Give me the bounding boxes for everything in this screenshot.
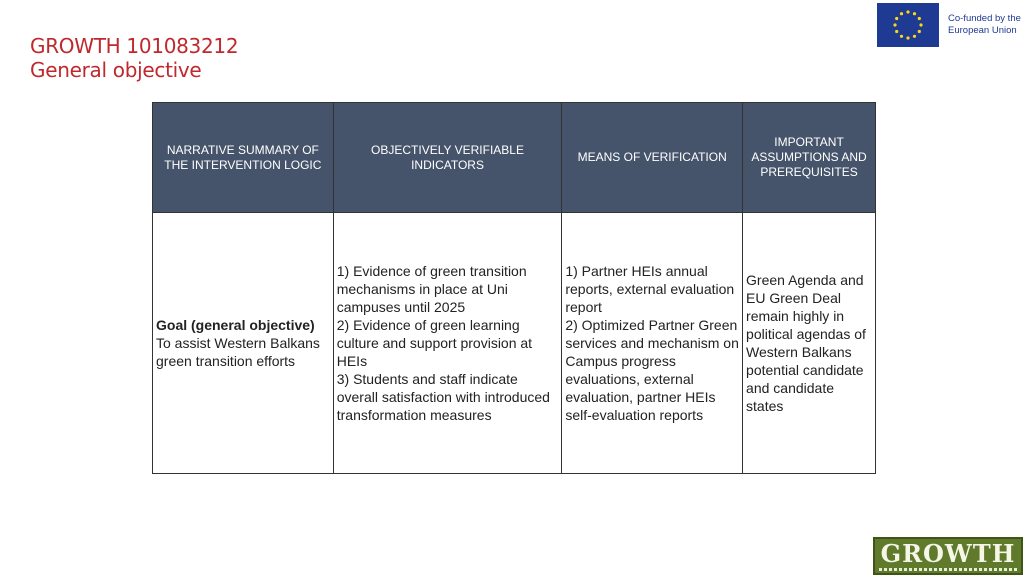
eu-flag-icon bbox=[877, 3, 939, 47]
verification-item: 2) Optimized Partner Green services and mechanism on Campus progress evaluations, external evaluation, partner HEIs self-evaluation reports bbox=[565, 317, 739, 423]
growth-logo-text: GROWTH bbox=[880, 539, 1016, 568]
table-header-row bbox=[153, 103, 876, 213]
eu-badge-line2: European Union bbox=[948, 25, 1017, 36]
goal-cell bbox=[153, 213, 334, 474]
eu-badge-text bbox=[948, 13, 1021, 37]
header-narrative-summary: NARRATIVE SUMMARY OF THE INTERVENTION LOGIC bbox=[153, 103, 334, 213]
header-assumptions: IMPORTANT ASSUMPTIONS AND PREREQUISITES bbox=[743, 103, 876, 213]
goal-label: Goal (general objective) bbox=[156, 317, 315, 333]
growth-logo bbox=[873, 537, 1023, 575]
eu-badge-line1: Co-funded by the bbox=[948, 13, 1021, 24]
title-block bbox=[30, 34, 238, 82]
indicator-item: 1) Evidence of green transition mechanisms in place at Uni campuses until 2025 bbox=[336, 263, 527, 315]
assumptions-cell: Green Agenda and EU Green Deal remain highly in political agendas of Western Balkans potential candidate and candidate states bbox=[743, 213, 876, 474]
goal-text: To assist Western Balkans green transition efforts bbox=[156, 335, 320, 369]
indicator-item: 2) Evidence of green learning culture and support provision at HEIs bbox=[336, 317, 533, 369]
indicators-cell bbox=[333, 213, 562, 474]
header-indicators: OBJECTIVELY VERIFIABLE INDICATORS bbox=[333, 103, 562, 213]
verification-cell bbox=[562, 213, 743, 474]
verification-item: 1) Partner HEIs annual reports, external evaluation report bbox=[565, 263, 735, 315]
page-title: General objective bbox=[30, 58, 202, 82]
header-means-of-verification: MEANS OF VERIFICATION bbox=[562, 103, 743, 213]
growth-logo-tagline-strip bbox=[879, 568, 1017, 571]
table-row bbox=[153, 213, 876, 474]
indicator-item: 3) Students and staff indicate overall satisfaction with introduced transformation measures bbox=[336, 371, 550, 423]
logframe-table bbox=[152, 102, 876, 474]
eu-cofunded-logo bbox=[877, 3, 1021, 47]
project-code: GROWTH 101083212 bbox=[30, 34, 239, 58]
